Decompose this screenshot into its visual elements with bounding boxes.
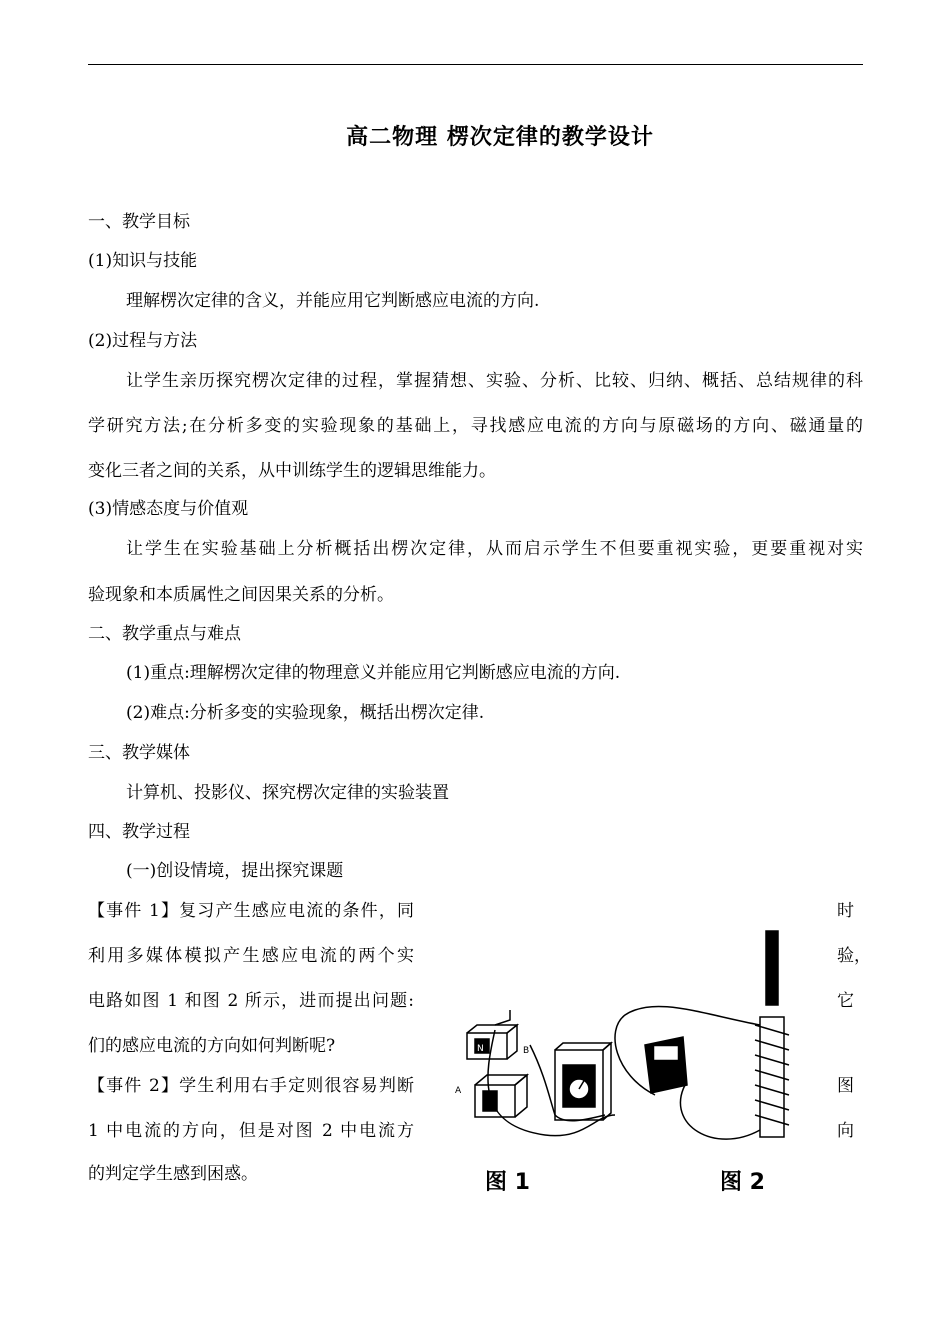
subheading-knowledge: (1)知识与技能 [88, 251, 198, 271]
process-step-1: (一)创设情境，提出探究课题 [126, 861, 344, 881]
event1-line-3-tail: 它 [837, 991, 854, 1011]
media-list: 计算机、投影仪、探究楞次定律的实验装置 [126, 783, 449, 803]
caption-figure-1: 图 1 [485, 1170, 530, 1195]
label-n: N [477, 1044, 484, 1054]
event2-line-1: 【事件 2】学生利用右手定则很容易判断 [88, 1076, 414, 1096]
event1-line-2: 利用多媒体模拟产生感应电流的两个实 [88, 946, 414, 966]
subheading-process: (2)过程与方法 [88, 331, 198, 351]
label-b: B [523, 1046, 530, 1056]
section-heading-2: 二、教学重点与难点 [88, 624, 241, 644]
event1-line-3: 电路如图 1 和图 2 所示，进而提出问题: [88, 991, 414, 1011]
figure2-apparatus [615, 931, 789, 1139]
page-title: 高二物理 楞次定律的教学设计 [346, 125, 654, 150]
label-a: A [455, 1086, 462, 1096]
paragraph-knowledge: 理解楞次定律的含义，并能应用它判断感应电流的方向. [126, 291, 540, 311]
event1-line-1-tail: 时 [837, 901, 854, 921]
event2-line-1-tail: 图 [837, 1076, 854, 1096]
subheading-attitude: (3)情感态度与价值观 [88, 499, 249, 519]
paragraph-process-line-3: 变化三者之间的关系，从中训练学生的逻辑思维能力。 [88, 461, 496, 481]
section-heading-4: 四、教学过程 [88, 822, 190, 842]
paragraph-process-line-2: 学研究方法;在分析多变的实验现象的基础上，寻找感应电流的方向与原磁场的方向、磁通量的 [88, 416, 863, 436]
event1-line-4: 们的感应电流的方向如何判断呢? [88, 1036, 336, 1056]
event2-line-2: 1 中电流的方向，但是对图 2 中电流方 [88, 1121, 414, 1141]
event2-line-2-tail: 向 [837, 1121, 854, 1141]
difficult-point: (2)难点:分析多变的实验现象，概括出楞次定律. [126, 703, 485, 723]
section-heading-1: 一、教学目标 [88, 212, 190, 232]
paragraph-attitude-line-2: 验现象和本质属性之间因果关系的分析。 [88, 585, 394, 605]
event2-line-3: 的判定学生感到困惑。 [88, 1164, 258, 1184]
experiment-diagram [455, 925, 790, 1200]
paragraph-process-line-1: 让学生亲历探究楞次定律的过程，掌握猜想、实验、分析、比较、归纳、概括、总结规律的科 [126, 371, 863, 391]
key-point: (1)重点:理解楞次定律的物理意义并能应用它判断感应电流的方向. [126, 663, 621, 683]
experiment-figure [455, 925, 790, 1200]
figure1-apparatus [467, 1010, 615, 1136]
event1-line-2-tail: 验， [837, 946, 871, 966]
paragraph-attitude-line-1: 让学生在实验基础上分析概括出楞次定律，从而启示学生不但要重视实验，更要重视对实 [126, 539, 863, 559]
header-rule [88, 64, 863, 65]
caption-figure-2: 图 2 [720, 1170, 765, 1195]
event1-line-1: 【事件 1】复习产生感应电流的条件，同 [88, 901, 414, 921]
label-s: S [499, 1104, 506, 1115]
section-heading-3: 三、教学媒体 [88, 743, 190, 763]
